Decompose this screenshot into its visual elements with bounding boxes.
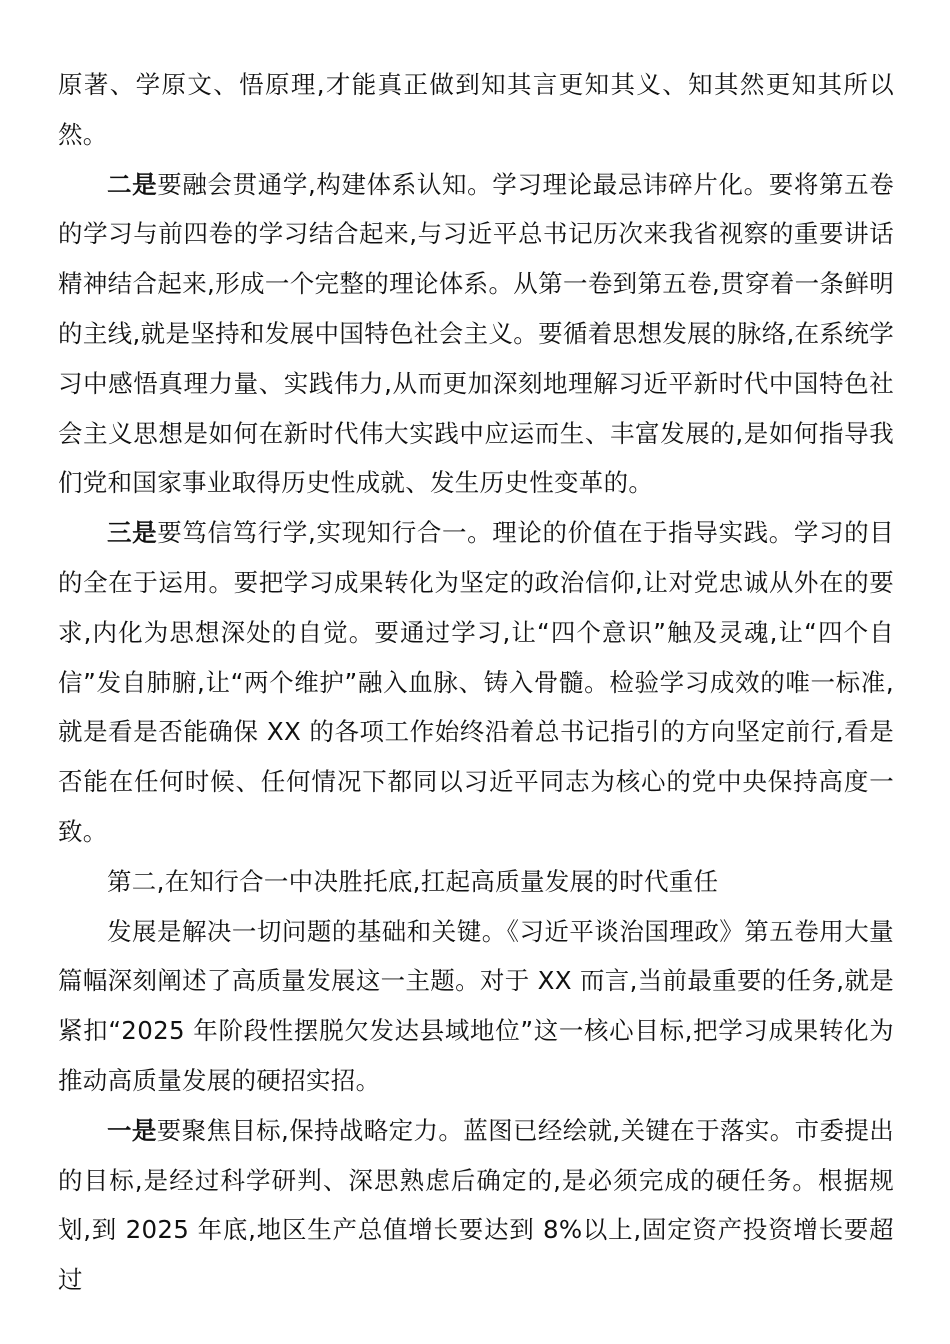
paragraph-first-point: [58, 1106, 894, 1305]
paragraph-continuation: [58, 60, 894, 160]
paragraph-text: 发展是解决一切问题的基础和关键。《习近平谈治国理政》第五卷用大量篇幅深刻阐述了高质量发展这一主题。对于 XX 而言,当前最重要的任务,就是紧扣“2025 年阶段性摆脱欠发达县域地位”这一核心目标,把学习成果转化为推动高质量发展的硬招实招。: [58, 916, 894, 1095]
paragraph-development: [58, 907, 894, 1106]
section-heading-second: [58, 857, 894, 907]
document-page: [58, 60, 894, 1305]
paragraph-lead-second: 二是: [107, 169, 158, 199]
paragraph-text: 要聚焦目标,保持战略定力。蓝图已经绘就,关键在于落实。市委提出的目标,是经过科学研判、深思熟虑后确定的,是必须完成的硬任务。根据规划,到 2025 年底,地区生产总值增长要达到 8%以上,固定资产投资增长要超过: [58, 1115, 894, 1295]
paragraph-text: 原著、学原文、悟原理,才能真正做到知其言更知其义、知其然更知其所以然。: [58, 70, 894, 149]
paragraph-lead-third: 三是: [107, 518, 158, 548]
paragraph-second-point: [58, 160, 894, 509]
paragraph-text: 要笃信笃行学,实现知行合一。理论的价值在于指导实践。学习的目的全在于运用。要把学习成果转化为坚定的政治信仰,让对党忠诚从外在的要求,内化为思想深处的自觉。要通过学习,让“四个意识”触及灵魂,让“四个自信”发自肺腑,让“两个维护”融入血脉、铸入骨髓。检验学习成效的唯一标准,就是看是否能确保 XX 的各项工作始终沿着总书记指引的方向坚定前行,看是否能在任何时候、任何情况下都同以习近平同志为核心的党中央保持高度一致。: [58, 518, 894, 846]
paragraph-lead-first: 一是: [107, 1115, 157, 1145]
paragraph-third-point: [58, 508, 894, 857]
paragraph-text: 要融会贯通学,构建体系认知。学习理论最忌讳碎片化。要将第五卷的学习与前四卷的学习结合起来,与习近平总书记历次来我省视察的重要讲话精神结合起来,形成一个完整的理论体系。从第一卷到第五卷,贯穿着一条鲜明的主线,就是坚持和发展中国特色社会主义。要循着思想发展的脉络,在系统学习中感悟真理力量、实践伟力,从而更加深刻地理解习近平新时代中国特色社会主义思想是如何在新时代伟大实践中应运而生、丰富发展的,是如何指导我们党和国家事业取得历史性成就、发生历史性变革的。: [58, 169, 894, 498]
section-heading-text: 第二,在知行合一中决胜托底,扛起高质量发展的时代重任: [107, 866, 719, 896]
